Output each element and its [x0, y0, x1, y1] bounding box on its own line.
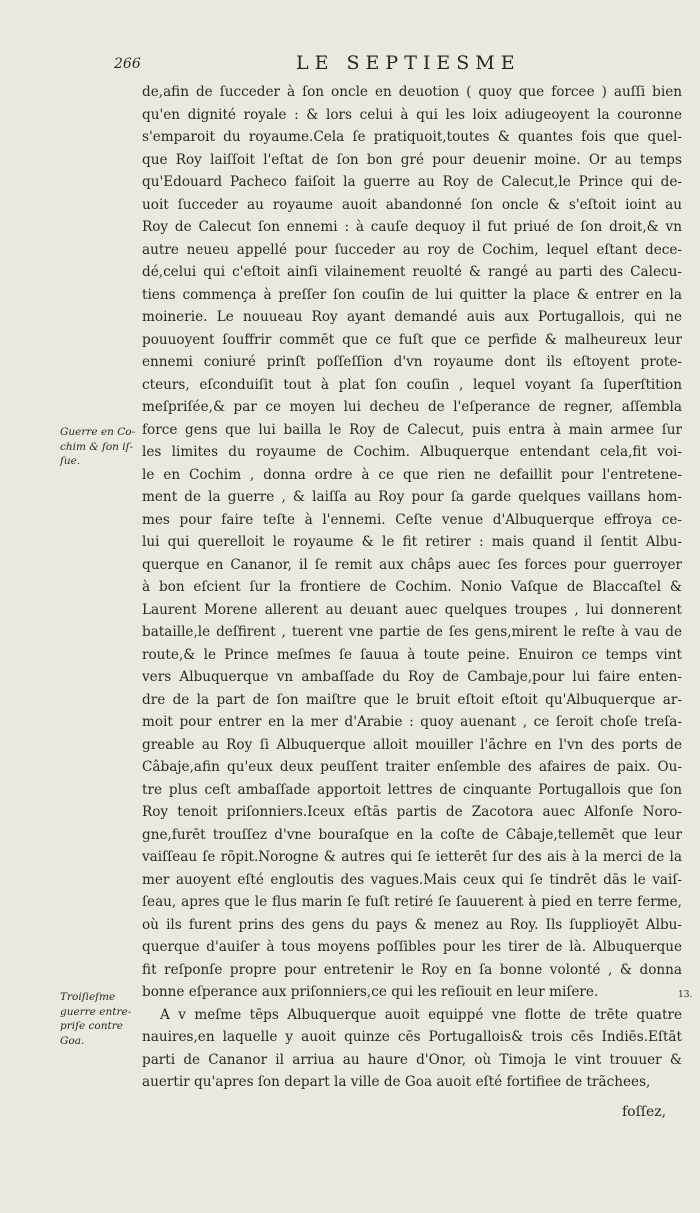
right-margin-mark: 13.	[678, 990, 693, 1000]
margin-note-guerre-cochim	[60, 425, 138, 469]
text-line: bataille,le deſfirent , tuerent vne partie de ſes gens,mirent le reſte à vau de	[142, 624, 682, 640]
margin-note-line: Guerre en Co-	[60, 426, 136, 438]
margin-note-line: guerre entre-	[60, 1005, 132, 1018]
text-line: auertir qu'apres ſon depart la ville de Goa auoit eſté fortifiee de trãchees,	[142, 1074, 651, 1090]
text-line: lui qui querelloit le royaume & le fit retirer : mais quand il ſentit Albu-	[142, 534, 682, 550]
text-line: où ils furent prins des gens du pays & menez au Roy. Ils ſupplioyēt Albu-	[142, 916, 682, 933]
text-line: à bon eſcient ſur la frontiere de Cochim. Nonio Vaſque de Blaccaſtel &	[142, 579, 682, 595]
text-line: A v meſme tēps Albuquerque auoit equippé vne flotte de trēte quatre	[160, 1006, 682, 1023]
text-line: mer auoyent eſté engloutis des vagues.Mais ceux qui ſe tindrēt dās le vaiſ-	[142, 871, 682, 888]
text-line: qu'Edouard Pacheco faiſoit la guerre au Roy de Calecut,le Prince qui de-	[142, 174, 682, 190]
text-line: vaiſſeau ſe rõpit.Norogne & autres qui ſe ietterēt ſur des ais à la merci de la	[142, 849, 682, 865]
text-line: tiens commença à preſſer ſon couſin de lui quitter la place & entrer en la	[142, 286, 682, 303]
text-line: cteurs, eſconduiſit tout à plat ſon couſin , lequel voyant ſa ſuperſtition	[142, 376, 682, 393]
text-line: force gens que lui bailla le Roy de Calecut, puis entra à main armee ſur	[142, 421, 682, 438]
text-line: vers Albuquerque vn ambaſſade du Roy de Cambaje,pour lui faire enten-	[142, 669, 682, 685]
margin-note-line: Goa.	[60, 1034, 85, 1047]
text-line: Roy de Calecut ſon ennemi : à cauſe dequoy il fut priué de ſon droit,& vn	[142, 219, 682, 235]
catchword: foſſez,	[622, 1104, 667, 1120]
text-line: meſpriſée,& par ce moyen lui decheu de l'eſperance de regner, aſſembla	[142, 399, 682, 415]
text-line: moinerie. Le nouueau Roy ayant demandé auis aux Portugallois, qui ne	[142, 309, 682, 325]
text-line: dé,celui qui c'eſtoit ainſi vilainement reuolté & rangé au parti des Calecu-	[142, 264, 682, 280]
text-line: nauires,en laquelle y auoit quinze cēs Portugallois& trois cēs Indiēs.Eſtāt	[142, 1029, 682, 1045]
text-line: les limites du royaume de Cochim. Albuquerque entendant cela,fit voi-	[142, 444, 682, 460]
text-line: bonne eſperance aux priſonniers,ce qui les reſiouit en leur miſere.	[142, 984, 599, 1000]
text-line: Câbaje,afin qu'eux deux peuſſent traiter enſemble des afaires de paix. Ou-	[142, 759, 682, 775]
page-number: 266	[114, 56, 141, 72]
text-line: greable au Roy ſi Albuquerque alloit mouiller l'ãchre en l'vn des ports de	[142, 736, 682, 753]
text-line: fit reſponſe propre pour entretenir le Roy en ſa bonne volonté , & donna	[142, 961, 682, 978]
text-line: querque en Cananor, il ſe remit aux châps auec ſes forces pour guerroyer	[142, 556, 682, 573]
running-head: LE SEPTIESME	[296, 52, 521, 74]
text-line: ment de la guerre , & laiſſa au Roy pour ſa garde quelques vaillans hom-	[142, 489, 682, 505]
text-line: dre de la part de ſon maiſtre que le bruit eſtoit eſtoit qu'Albuquerque ar-	[142, 691, 682, 708]
margin-note-line: Troiſieſme	[60, 991, 116, 1003]
text-line: ennemi coniuré prinſt poſſeſſion d'vn royaume dont ils eſtoyent prote-	[142, 354, 682, 370]
text-line: gne,furēt trouſſez d'vne bouraſque en la coſte de Câbaje,tellemēt que leur	[142, 826, 682, 843]
text-line: ſeau, apres que le flus marin ſe fuſt retiré ſe ſauuerent à pied en terre ferme,	[142, 894, 682, 910]
text-line: uoit ſucceder au royaume auoit abandonné ſon oncle & s'eſtoit ioint au	[142, 196, 682, 213]
text-line: parti de Cananor il arriua au haure d'Onor, où Timoja le vint trouuer &	[142, 1051, 682, 1068]
text-line: moit pour entrer en la mer d'Arabie : quoy auenant , ce ſeroit choſe treſa-	[142, 714, 682, 730]
text-line: Laurent Morene allerent au deuant auec quelques troupes , lui donnerent	[142, 601, 682, 618]
text-line: pouuoyent ſouffrir commēt que ce fuſt que ce perfide & malheureux leur	[142, 331, 682, 348]
text-line: qu'en dignité royale : & lors celui à qui les loix adiugeoyent la couronne	[142, 106, 682, 123]
text-line: autre neueu appellé pour ſucceder au roy de Cochim, lequel eſtant dece-	[142, 241, 682, 258]
body-text	[142, 81, 682, 1094]
text-line: mes pour faire teſte à l'ennemi. Ceſte venue d'Albuquerque effroya ce-	[142, 511, 682, 528]
text-line: route,& le Prince meſmes ſe ſauua à toute peine. Enuiron ce temps vint	[142, 646, 682, 663]
text-line: Roy tenoit priſonniers.Iceux eſtās partis de Zacotora auec Alfonſe Noro-	[142, 804, 682, 820]
text-line: querque d'auiſer à tous moyens poſſibles pour les tirer de là. Albuquerque	[142, 939, 682, 955]
margin-note-line: priſe contre	[60, 1020, 123, 1032]
text-line: que Roy laiſſoit l'eſtat de ſon bon gré pour deuenir moine. Or au temps	[142, 151, 682, 168]
margin-note-line: ſue.	[60, 455, 81, 467]
text-line: le en Cochim , donna ordre à ce que rien ne defaillit pour l'entretene-	[142, 466, 682, 483]
text-line: de,afin de ſucceder à ſon oncle en deuotion ( quoy que forcee ) auſſi bien	[142, 84, 682, 100]
margin-note-troisiesme-guerre	[60, 990, 138, 1048]
text-line: tre plus ceſt ambaſſade apportoit lettres de cinquante Portugallois que ſon	[142, 781, 682, 798]
text-line: s'emparoit du royaume.Cela ſe pratiquoit,toutes & quantes fois que quel-	[142, 129, 682, 145]
margin-note-line: chim & ſon iſ-	[60, 440, 134, 453]
page-header	[0, 52, 700, 80]
